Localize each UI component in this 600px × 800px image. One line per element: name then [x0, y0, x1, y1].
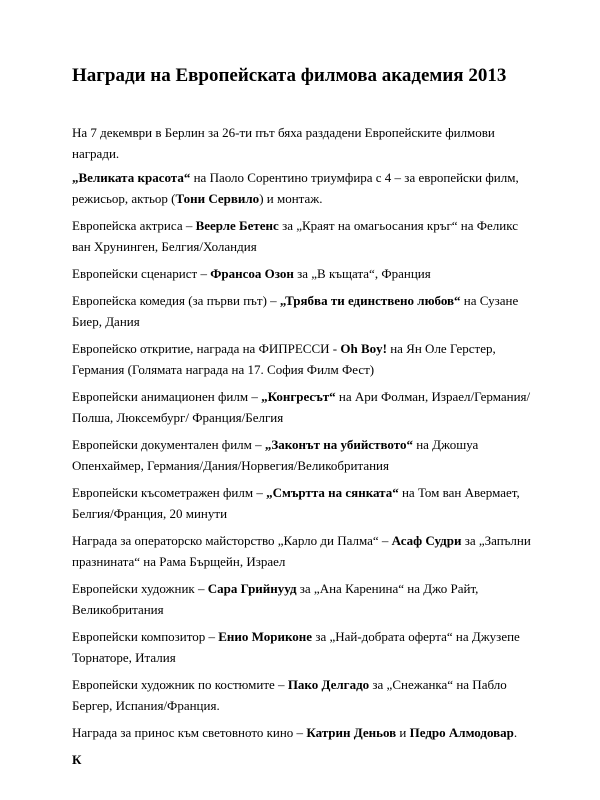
text: Награда за операторско майсторство „Карло ди Палма“ – — [72, 533, 392, 548]
bold-text: Катрин Деньов — [306, 725, 397, 740]
paragraph — [72, 749, 532, 770]
bold-text: „Смъртта на сянката“ — [266, 485, 399, 500]
bold-text: Тони Сервило — [175, 191, 260, 206]
paragraph — [72, 578, 532, 620]
bold-text: „Великата красота“ — [72, 170, 191, 185]
paragraph — [72, 215, 532, 257]
text: на Сузане Биер, Дания — [72, 293, 519, 329]
text: на Паоло Сорентино триумфира с 4 – за европейски филм, режисьор, актьор ( — [72, 170, 519, 206]
text: Награда за принос към световното кино – — [72, 725, 307, 740]
paragraph — [72, 482, 532, 524]
paragraph — [72, 674, 532, 716]
text: на Ари Фолман, Израел/Германия/Полша, Люксембург/ Франция/Белгия — [72, 389, 531, 425]
text: Европейски анимационен филм – — [72, 389, 262, 404]
text: Европейска актриса – — [72, 218, 196, 233]
text: Европейски късометражен филм – — [72, 485, 267, 500]
text: на Джошуа Опенхаймер, Германия/Дания/Норвегия/Великобритания — [72, 437, 479, 473]
bold-text: Веерле Бетенс — [195, 218, 279, 233]
text: Европейски композитор – — [72, 629, 219, 644]
text: за „В къщата“, Франция — [293, 266, 431, 281]
text: за „Снежанка“ на Пабло Бергер, Испания/Франция. — [72, 677, 507, 713]
bold-text: „Трябва ти единствено любов“ — [279, 293, 461, 308]
paragraph — [72, 434, 532, 476]
text: . — [513, 725, 518, 740]
bold-text: Пако Делгадо — [287, 677, 370, 692]
bold-text: „Конгресът“ — [261, 389, 336, 404]
bold-text: Енио Мориконе — [218, 629, 313, 644]
document-body — [72, 122, 532, 770]
bold-text: Oh Boy! — [340, 341, 387, 356]
text: Европейски документален филм – — [72, 437, 265, 452]
text: за „Най-добрата оферта“ на Джузепе Торнаторе, Италия — [72, 629, 520, 665]
paragraph — [72, 386, 532, 428]
paragraph — [72, 530, 532, 572]
paragraph — [72, 290, 532, 332]
document-page — [72, 64, 532, 776]
paragraph — [72, 263, 532, 284]
text: и — [396, 725, 410, 740]
text: Европейска комедия (за първи път) – — [72, 293, 280, 308]
bold-text: К — [72, 752, 82, 767]
bold-text: Педро Алмодовар — [409, 725, 514, 740]
text: Европейско откритие, награда на ФИПРЕССИ - — [72, 341, 341, 356]
paragraph — [72, 167, 532, 209]
paragraph — [72, 722, 532, 743]
bold-text: „Законът на убийството“ — [264, 437, 413, 452]
text: Европейски сценарист – — [72, 266, 211, 281]
bold-text: Сара Грийнууд — [207, 581, 297, 596]
paragraph — [72, 122, 532, 164]
text: на Том ван Авермает, Белгия/Франция, 20 минути — [72, 485, 520, 521]
bold-text: Асаф Судри — [391, 533, 462, 548]
text: на Ян Оле Герстер, Германия (Голямата награда на 17. София Филм Фест) — [72, 341, 496, 377]
paragraph — [72, 338, 532, 380]
text: ) и монтаж. — [259, 191, 323, 206]
text: Европейски художник – — [72, 581, 208, 596]
paragraph — [72, 626, 532, 668]
text: за „Ана Каренина“ на Джо Райт, Великобритания — [72, 581, 479, 617]
text: за „Запълни празнината“ на Рама Бърщейн, Израел — [72, 533, 531, 569]
bold-text: Франсоа Озон — [210, 266, 294, 281]
text: На 7 декември в Берлин за 26-ти път бяха раздадени Европейските филмови награди. — [72, 125, 495, 161]
page-title: Награди на Европейската филмова академия 2013 — [72, 65, 507, 86]
text: за „Краят на омагьосания кръг“ на Феликс ван Хрунинген, Белгия/Холандия — [72, 218, 519, 254]
text: Европейски художник по костюмите – — [72, 677, 288, 692]
